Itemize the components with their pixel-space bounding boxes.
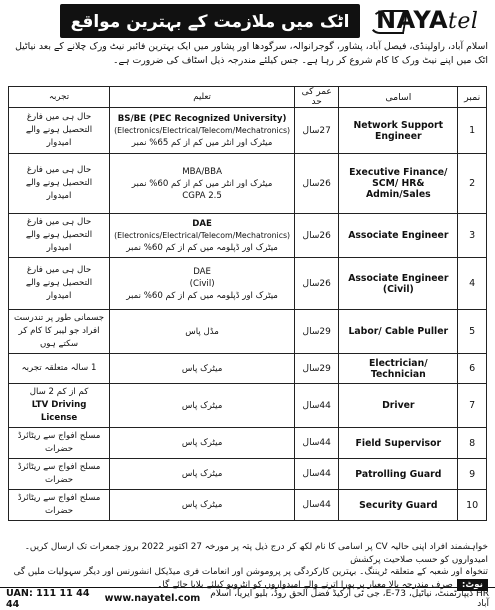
cell-age: 29سال (295, 354, 339, 384)
cell-age: 27سال (295, 108, 339, 154)
logo-text: NAYA (376, 6, 449, 34)
cell-experience (9, 384, 110, 428)
page-headline: اٹک میں ملازمت کے بہترین مواقع (60, 4, 360, 38)
edu-urdu: میٹرک پاس (181, 500, 223, 510)
table-row (9, 428, 487, 459)
uan-number: UAN: 111 11 44 44 (6, 587, 90, 610)
cell-age: 26سال (295, 258, 339, 310)
cell-education (110, 310, 295, 354)
cell-title: Executive Finance/ SCM/ HR& Admin/Sales (339, 154, 458, 214)
header-experience: تجربہ (9, 87, 110, 108)
cell-title: Patrolling Guard (339, 459, 458, 490)
vacancies-table (8, 86, 487, 521)
cell-experience: مسلح افواج سے ریٹائرڈ حضرات (9, 459, 110, 490)
edu-urdu: میٹرک پاس (181, 363, 223, 374)
cell-education (110, 384, 295, 428)
intro-paragraph: اسلام آباد، راولپنڈی، فیصل آباد، پشاور، گوجرانوالہ، سرگودھا اور پشاور میں ایک بہترین فائبر نیٹ ورک چلانے کے بعد نیاٹیل اٹک میں اپنے نیٹ ورک کا کام شروع کر رہا ہے۔ جس کیلئے مندرجہ ذیل اسٹاف کی ضرورت ہے۔ (15, 41, 488, 66)
edu-sub: (Electronics/Electrical/Telecom/Mechatronics) (114, 230, 291, 240)
cell-title: Security Guard (339, 490, 458, 521)
cell-experience: مسلح افواج سے ریٹائرڈ حضرات (9, 490, 110, 521)
table-row (9, 258, 487, 310)
cell-age: 44سال (295, 490, 339, 521)
cell-no: 5 (458, 310, 487, 354)
table-row (9, 310, 487, 354)
cell-experience: حال ہی میں فارغ التحصیل ہونے والے امیدوار (9, 154, 110, 214)
edu-urdu: میٹرک پاس (181, 469, 223, 479)
cell-title: Associate Engineer (339, 214, 458, 258)
edu-sub: (Civil) (189, 278, 215, 289)
nayatel-logo (370, 6, 488, 36)
cell-title: Electrician/ Technician (339, 354, 458, 384)
notes-line-1: خواہشمند افراد اپنی حالیہ CV پر اسامی کا نام لکھ کر درج ذیل پتہ پر مورخہ 27 اکتوبر 2022 بروز جمعرات تک ارسال کریں۔ امیدواروں کو حسب صلاحیت پرکشش (24, 542, 488, 565)
application-notes (8, 541, 488, 591)
cell-no: 10 (458, 490, 487, 521)
edu-extra: CGPA 2.5 (182, 190, 222, 201)
logo-text-italic: tel (448, 9, 479, 34)
cell-no: 8 (458, 428, 487, 459)
cell-education (110, 214, 295, 258)
cell-age: 26سال (295, 214, 339, 258)
table-row (9, 384, 487, 428)
table-row (9, 490, 487, 521)
hr-address: HR ڈیپارٹمنٹ، نیاٹیل، 73-E، جی ٹی ارکیڈ فضل الحق روڈ، بلیو ایریا، اسلام آباد (210, 588, 489, 609)
cell-no: 7 (458, 384, 487, 428)
cell-title: Labor/ Cable Puller (339, 310, 458, 354)
edu-urdu: مڈل پاس (185, 326, 219, 337)
cell-no: 4 (458, 258, 487, 310)
header-education: تعلیم (110, 87, 295, 108)
header-age: عمر کی حد (295, 87, 339, 108)
header-title: اسامی (339, 87, 458, 108)
cell-title: Network Support Engineer (339, 108, 458, 154)
cell-education (110, 108, 295, 154)
table-header-row (9, 87, 487, 108)
cell-age: 29سال (295, 310, 339, 354)
footer-bar (0, 587, 495, 609)
edu-urdu: میٹرک پاس (181, 400, 223, 411)
edu-urdu: میٹرک اور انٹر میں کم از کم 60% نمبر (131, 178, 273, 189)
cell-no: 2 (458, 154, 487, 214)
cell-experience: حال ہی میں فارغ التحصیل ہونے والے امیدوار (9, 108, 110, 154)
edu-main: BS/BE (PEC Recognized University) (117, 113, 287, 124)
cell-no: 1 (458, 108, 487, 154)
cell-experience: حال ہی میں فارغ التحصیل ہونے والے امیدوار (9, 214, 110, 258)
cell-no: 6 (458, 354, 487, 384)
edu-urdu: میٹرک پاس (181, 438, 223, 448)
edu-main: DAE (193, 266, 211, 277)
cell-education (110, 154, 295, 214)
cell-age: 44سال (295, 459, 339, 490)
table-row (9, 354, 487, 384)
notes-line-2: تنخواہ اور شعبہ کے متعلقہ ٹریننگ۔ بہترین کارکردگی پر پروموشن اور انعامات فری میڈیکل انشورنس اور دیگر سہولیات ملیں گی (13, 567, 488, 577)
header-no: نمبر (458, 87, 487, 108)
cell-experience: حال ہی میں فارغ التحصیل ہونے والے امیدوار (9, 258, 110, 310)
cell-age: 44سال (295, 384, 339, 428)
cell-education (110, 354, 295, 384)
cell-experience: جسمانی طور پر تندرست افراد جو لیبر کا کام کر سکتے ہوں (9, 310, 110, 354)
table-row (9, 108, 487, 154)
cell-age: 44سال (295, 428, 339, 459)
edu-main: DAE (192, 218, 212, 229)
edu-urdu: میٹرک اور ڈپلومہ میں کم از کم 60% نمبر (126, 290, 278, 301)
cell-experience: 1 سالہ متعلقہ تجربہ (9, 354, 110, 384)
edu-urdu: میٹرک اور انٹر میں کم از کم 65% نمبر (131, 137, 273, 148)
cell-no: 3 (458, 214, 487, 258)
experience-license: LTV Driving License (31, 400, 87, 423)
cell-age: 26سال (295, 154, 339, 214)
experience-urdu: کم از کم 2 سال (29, 387, 89, 397)
note-label: نوٹ: (457, 579, 488, 592)
edu-main: MBA/BBA (182, 166, 222, 177)
table-row (9, 154, 487, 214)
cell-education (110, 428, 295, 459)
cell-experience: مسلح افواج سے ریٹائرڈ حضرات (9, 428, 110, 459)
cell-education (110, 459, 295, 490)
cell-education (110, 490, 295, 521)
website-link[interactable]: www.nayatel.com (104, 593, 201, 604)
table-row (9, 459, 487, 490)
cell-title: Associate Engineer (Civil) (339, 258, 458, 310)
table-row (9, 214, 487, 258)
edu-sub: (Electronics/Electrical/Telecom/Mechatronics) (114, 125, 291, 135)
cell-no: 9 (458, 459, 487, 490)
notes-line-3: صرف مندرجہ بالا معیار پر پورا اترنے والے امیدواروں کو انٹرویو کیلئے بلایا جائے گا۔ (157, 579, 453, 590)
cell-education (110, 258, 295, 310)
edu-urdu: میٹرک اور ڈپلومہ میں کم از کم 60% نمبر (126, 242, 278, 253)
cell-title: Driver (339, 384, 458, 428)
cell-title: Field Supervisor (339, 428, 458, 459)
